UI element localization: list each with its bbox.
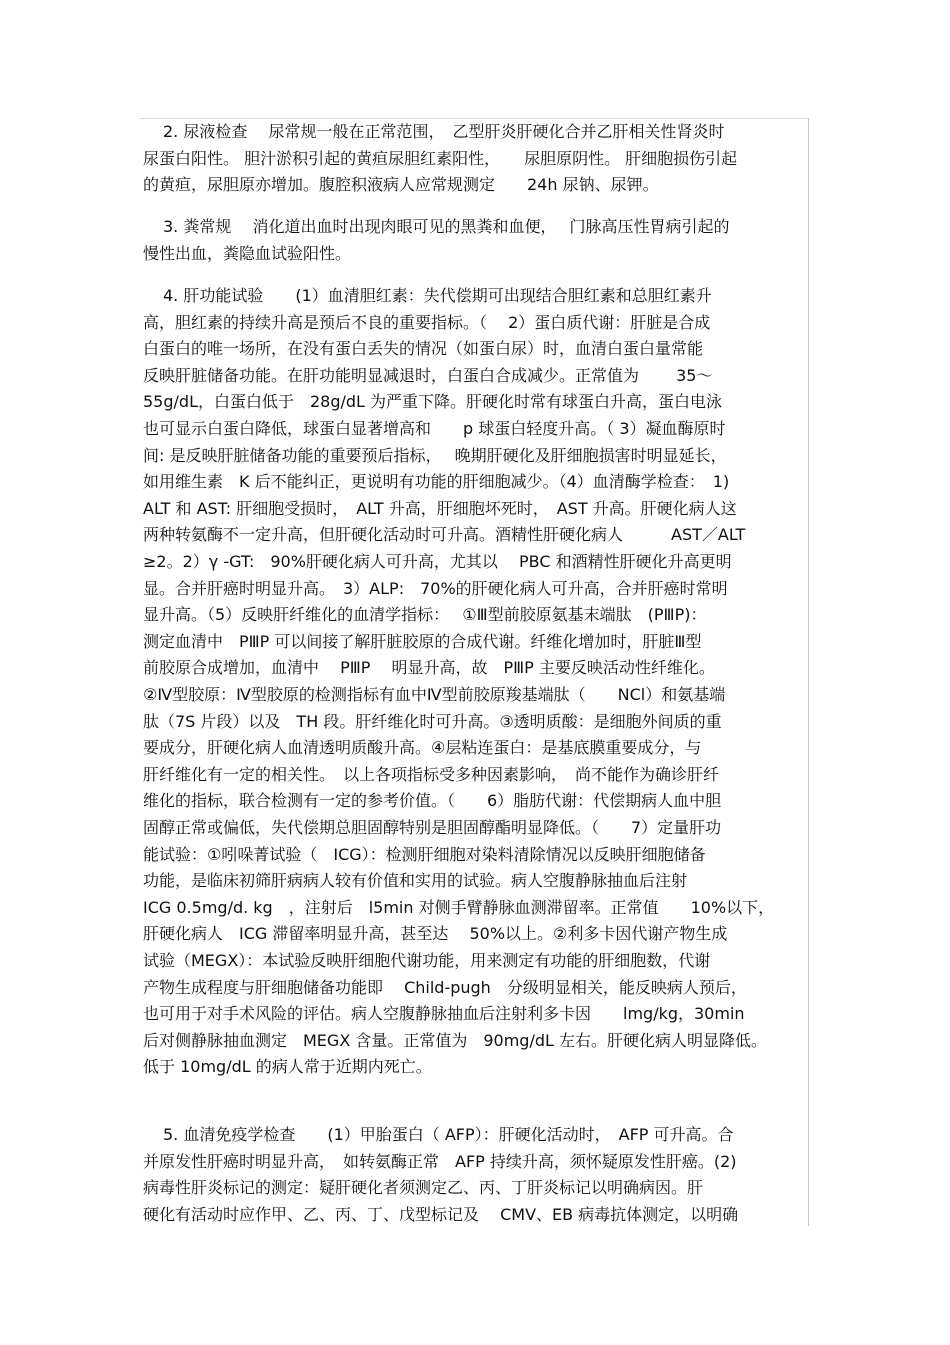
text-line: 的黄疸，尿胆原亦增加。腹腔积液病人应常规测定 24h 尿钠、尿钾。 — [143, 175, 659, 195]
text-line: 2. 尿液检查 尿常规一般在正常范围， 乙型肝炎肝硬化合并乙肝相关性肾炎时 — [163, 122, 725, 141]
text-line: 3. 粪常规 消化道出血时出现肉眼可见的黑粪和血便， 门脉高压性胃病引起的 — [163, 217, 730, 236]
right-margin-rule — [808, 118, 809, 1226]
text-line: 白蛋白的唯一场所，在没有蛋白丢失的情况（如蛋白尿）时，血清白蛋白量常能 — [143, 339, 704, 359]
text-line: 后对侧静脉抽血测定 MEGX 含量。正常值为 90mg/dL 左右。肝硬化病人明显降低。 — [143, 1030, 768, 1050]
text-line: 能试验：①吲哚菁试验（ ICG）：检测肝细胞对染料清除情况以反映肝细胞储备 — [143, 844, 706, 864]
text-line: ②Ⅳ型胶原：Ⅳ型胶原的检测指标有血中Ⅳ型前胶原羧基端肽（ NCl）和氨基端 — [143, 685, 726, 704]
text-line: 并原发性肝癌时明显升高， 如转氨酶正常 AFP 持续升高，须怀疑原发性肝癌。(2) — [143, 1151, 737, 1171]
text-line: 测定血清中 PⅢP 可以间接了解肝脏胶原的合成代谢。纤维化增加时，肝脏Ⅲ型 — [143, 631, 702, 651]
text-line: 要成分，肝硬化病人血清透明质酸升高。④层粘连蛋白：是基底膜重要成分，与 — [143, 738, 702, 758]
text-line: ICG 0.5mg/d. kg ，注射后 l5min 对侧手臂静脉血测滞留率。正常值 10%以下， — [143, 897, 775, 917]
text-line: 维化的指标，联合检测有一定的参考价值。（ 6）脂肪代谢：代偿期病人血中胆 — [143, 791, 722, 811]
text-line: 肽（7S 片段）以及 TH 段。肝纤维化时可升高。③透明质酸：是细胞外间质的重 — [143, 711, 722, 731]
text-line: 4. 肝功能试验 (1）血清胆红素：失代偿期可出现结合胆红素和总胆红素升 — [163, 286, 712, 305]
text-line: ≥2。2）γ -GT: 90%肝硬化病人可升高，尤其以 PBC 和酒精性肝硬化升高更明 — [143, 552, 732, 571]
text-line: 也可显示白蛋白降低，球蛋白显著增高和 p 球蛋白轻度升高。（ 3）凝血酶原时 — [143, 419, 726, 438]
text-line: 高，胆红素的持续升高是预后不良的重要指标。（ 2）蛋白质代谢：肝脏是合成 — [143, 312, 711, 332]
text-line: 反映肝脏储备功能。在肝功能明显减退时，白蛋白合成减少。正常值为 35～ — [143, 365, 713, 385]
text-line: 两种转氨酶不一定升高，但肝硬化活动时可升高。酒精性肝硬化病人 AST／ALT — [143, 525, 746, 545]
text-line: 产物生成程度与肝细胞储备功能即 Child-pugh 分级明显相关，能反映病人预后， — [143, 977, 747, 997]
text-line: 肝纤维化有一定的相关性。 以上各项指标受多种因素影响， 尚不能作为确诊肝纤 — [143, 764, 720, 784]
text-line: 55g/dL，白蛋白低于 28g/dL 为严重下降。肝硬化时常有球蛋白升高，蛋白电泳 — [143, 392, 723, 412]
text-line: 硬化有活动时应作甲、乙、丙、丁、戊型标记及 CMV、EB 病毒抗体测定，以明确 — [143, 1204, 739, 1224]
text-line: 间: 是反映肝脏储备功能的重要预后指标， 晚期肝硬化及肝细胞损害时明显延长， — [143, 445, 727, 465]
text-line: 显。合并肝癌时明显升高。 3）ALP: 70%的肝硬化病人可升高，合并肝癌时常明 — [143, 578, 728, 598]
text-line: 功能，是临床初筛肝病病人较有价值和实用的试验。病人空腹静脉抽血后注射 — [143, 871, 688, 891]
text-line: 尿蛋白阳性。 胆汁淤积引起的黄疸尿胆红素阳性， 尿胆原阴性。 肝细胞损伤引起 — [143, 148, 738, 168]
text-line: 也可用于对手术风险的评估。病人空腹静脉抽血后注射利多卡因 lmg/kg，30min — [143, 1004, 745, 1024]
text-line: 慢性出血，粪隐血试验阳性。 — [143, 243, 352, 263]
text-line: 肝硬化病人 ICG 滞留率明显升高，甚至达 50%以上。②利多卡因代谢产物生成 — [143, 924, 728, 944]
text-line: 低于 10mg/dL 的病人常于近期内死亡。 — [143, 1057, 432, 1077]
text-line: 病毒性肝炎标记的测定：疑肝硬化者须测定乙、丙、丁肝炎标记以明确病因。肝 — [143, 1178, 704, 1198]
text-line: 5. 血清免疫学检查 (1）甲胎蛋白（ AFP）：肝硬化活动时， AFP 可升高。合 — [163, 1125, 734, 1144]
text-line: 如用维生素 K 后不能纠正，更说明有功能的肝细胞减少。（4）血清酶学检查： 1) — [143, 472, 730, 492]
text-line: 前胶原合成增加，血清中 PⅢP 明显升高，故 PⅢP 主要反映活动性纤维化。 — [143, 658, 715, 678]
text-line: 固醇正常或偏低，失代偿期总胆固醇特别是胆固醇酯明显降低。（ 7）定量肝功 — [143, 818, 722, 837]
text-line: 试验（MEGX）：本试验反映肝细胞代谢功能，用来测定有功能的肝细胞数，代谢 — [143, 951, 711, 970]
text-line: 显升高。（5）反映肝纤维化的血清学指标： ①Ⅲ型前胶原氨基末端肽 (PⅢP)： — [143, 605, 707, 625]
text-line: ALT 和 AST: 肝细胞受损时， ALT 升高，肝细胞坏死时， AST 升高。肝硬化病人这 — [143, 498, 737, 518]
